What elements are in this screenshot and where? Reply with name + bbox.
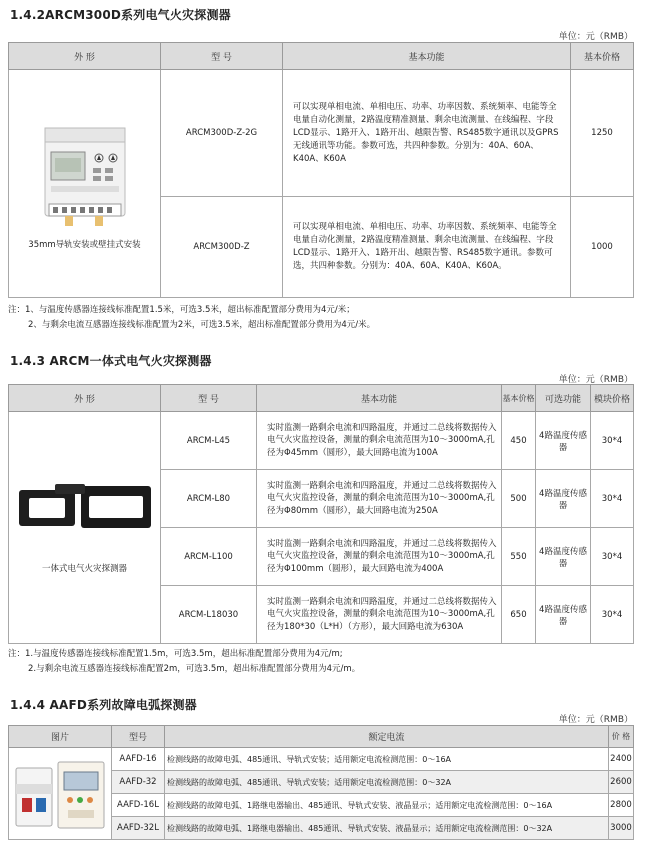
col-header: 型 号: [161, 385, 257, 412]
price-cell: 1000: [571, 197, 634, 298]
function-cell: 实时监测一路剩余电流和四路温度，并通过二总线将数据传入电气火灾监控设备，测量的剩余电流范围为10～3000mA,孔径为Φ45mm（圆形），最大回路电流为100A: [257, 412, 502, 470]
col-header: 基本功能: [257, 385, 502, 412]
function-cell: 可以实现单相电流、单相电压、功率、功率因数、系统频率、电能等全电量自动化测量，2路温度精准测量、剩余电流测量、在线编程、字段LCD显示、1路开入、1路开出、越限告警、RS485数字通讯。参数可选，共四种参数。分别为：40A、60A、K40A、K60A。: [283, 197, 571, 298]
price-cell: 500: [502, 470, 536, 528]
section-title-arcm: 1.4.3 ARCM一体式电气火灾探测器: [10, 354, 212, 368]
option-cell: 4路温度传感器: [536, 586, 591, 644]
price-cell: 650: [502, 586, 536, 644]
module-price-cell: 30*4: [591, 528, 634, 586]
model-cell: ARCM-L45: [161, 412, 257, 470]
module-price-cell: 30*4: [591, 412, 634, 470]
col-header: 外 形: [9, 43, 161, 70]
notes-arcm300d: [8, 303, 375, 333]
model-cell: ARCM-L18030: [161, 586, 257, 644]
model-cell: AAFD-16: [112, 748, 165, 771]
arcm-sensor-image: [15, 482, 155, 532]
price-cell: 550: [502, 528, 536, 586]
col-header: 模块价格: [591, 385, 634, 412]
aafd-table: [8, 725, 634, 840]
arcm300d-table: [8, 42, 634, 298]
module-price-cell: 30*4: [591, 586, 634, 644]
model-cell: ARCM300D-Z: [161, 197, 283, 298]
option-cell: 4路温度传感器: [536, 412, 591, 470]
product-image-cell: [9, 748, 112, 840]
unit-label: 单位：元（RMB）: [558, 715, 633, 725]
note-line: 注：1、与温度传感器连接线标准配置1.5米，可选3.5米，超出标准配置部分费用为4元/米；: [8, 305, 355, 315]
aafd-device-image: [12, 754, 108, 834]
table-row: [9, 412, 634, 470]
price-cell: 1250: [571, 70, 634, 197]
table-header-row: [9, 726, 634, 748]
price-cell: 450: [502, 412, 536, 470]
model-cell: ARCM-L100: [161, 528, 257, 586]
price-cell: 2400: [609, 748, 634, 771]
note-line: 2、与剩余电流互感器连接线标准配置为2米，可选3.5米，超出标准配置部分费用为4元/米。: [28, 320, 376, 330]
col-header: 基本功能: [283, 43, 571, 70]
module-price-cell: 30*4: [591, 470, 634, 528]
function-cell: 实时监测一路剩余电流和四路温度，并通过二总线将数据传入电气火灾监控设备，测量的剩余电流范围为10～3000mA,孔径为Φ80mm（圆形），最大回路电流为250A: [257, 470, 502, 528]
col-header: 图片: [9, 726, 112, 748]
model-cell: AAFD-32L: [112, 817, 165, 840]
col-header: 外 形: [9, 385, 161, 412]
col-header: 价 格: [609, 726, 634, 748]
model-cell: AAFD-32: [112, 771, 165, 794]
table-header-row: [9, 43, 634, 70]
rated-current-cell: 检测线路的故障电弧、485通讯、导轨式安装；适用额定电流检测范围：0～32A: [165, 771, 609, 794]
col-header: 基本价格: [502, 385, 536, 412]
function-cell: 实时监测一路剩余电流和四路温度，并通过二总线将数据传入电气火灾监控设备，测量的剩余电流范围为10～3000mA,孔径为180*30（L*H）（方形），最大回路电流为630A: [257, 586, 502, 644]
product-image-cell: [9, 412, 161, 644]
price-cell: 2800: [609, 794, 634, 817]
price-cell: 2600: [609, 771, 634, 794]
note-line: 注：1.与温度传感器连接线标准配置1.5m，可选3.5m，超出标准配置部分费用为4元/m;: [8, 649, 343, 659]
mounting-caption: 35mm导轨安装或壁挂式安装: [28, 239, 141, 250]
arcm300d-device-image: [35, 118, 135, 228]
rated-current-cell: 检测线路的故障电弧、485通讯、导轨式安装；适用额定电流检测范围：0～16A: [165, 748, 609, 771]
product-caption: 一体式电气火灾探测器: [41, 563, 127, 574]
model-cell: ARCM-L80: [161, 470, 257, 528]
option-cell: 4路温度传感器: [536, 470, 591, 528]
section-title-aafd: 1.4.4 AAFD系列故障电弧探测器: [10, 698, 197, 712]
product-image-cell: [9, 70, 161, 298]
note-line: 2.与剩余电流互感器连接线标准配置2m，可选3.5m，超出标准配置部分费用为4元/m。: [28, 664, 361, 674]
col-header: 额定电流: [165, 726, 609, 748]
arcm-table: [8, 384, 634, 644]
rated-current-cell: 检测线路的故障电弧、1路继电器输出、485通讯、导轨式安装、液晶显示；适用额定电流检测范围：0～32A: [165, 817, 609, 840]
model-cell: AAFD-16L: [112, 794, 165, 817]
col-header: 可选功能: [536, 385, 591, 412]
table-row: [9, 70, 634, 197]
price-cell: 3000: [609, 817, 634, 840]
notes-arcm: [8, 647, 360, 677]
col-header: 基本价格: [571, 43, 634, 70]
rated-current-cell: 检测线路的故障电弧、1路继电器输出、485通讯、导轨式安装、液晶显示；适用额定电流检测范围：0～16A: [165, 794, 609, 817]
function-cell: 可以实现单相电流、单相电压、功率、功率因数、系统频率、电能等全电量自动化测量，2路温度精准测量、剩余电流测量、在线编程、字段LCD显示、1路开入、1路开出、越限告警、RS485数字通讯以及GPRS无线通讯等功能。参数可选，共四种参数。分别为：40A、60A、K40A、K60A: [283, 70, 571, 197]
col-header: 型 号: [161, 43, 283, 70]
option-cell: 4路温度传感器: [536, 528, 591, 586]
unit-label: 单位：元（RMB）: [558, 32, 633, 42]
table-header-row: [9, 385, 634, 412]
model-cell: ARCM300D-Z-2G: [161, 70, 283, 197]
unit-label: 单位：元（RMB）: [558, 375, 633, 385]
section-title-arcm300d: 1.4.2ARCM300D系列电气火灾探测器: [10, 8, 231, 22]
table-row: [9, 748, 634, 771]
function-cell: 实时监测一路剩余电流和四路温度，并通过二总线将数据传入电气火灾监控设备，测量的剩余电流范围为10～3000mA,孔径为Φ100mm（圆形），最大回路电流为400A: [257, 528, 502, 586]
col-header: 型号: [112, 726, 165, 748]
